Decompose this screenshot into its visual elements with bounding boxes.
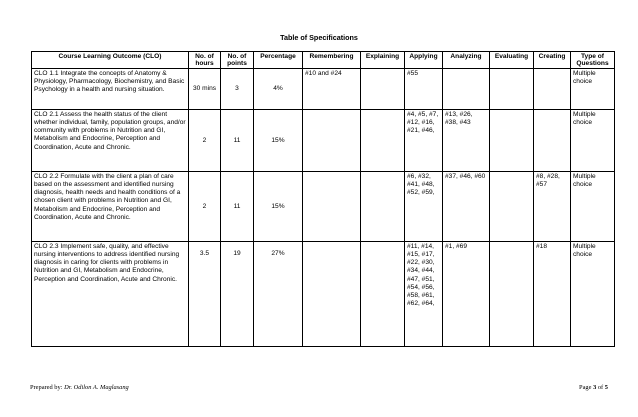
cell-analyzing: #13, #26, #38, #43 [443,110,490,172]
table-title: Table of Specifications [280,33,358,42]
header-type: Type of Questions [571,52,615,69]
cell-points: 11 [221,172,254,242]
cell-hours: 2 [189,172,221,242]
prepared-by [30,384,129,391]
specifications-table [31,51,615,347]
cell-hours: 30 mins [189,69,221,110]
cell-clo: CLO 2.2 Formulate with the client a plan of care based on the assessment and identified nursing diagnosis, health needs and health conditions of a chosen client with problems in Nutrition and GI, Metabolism and Endocrine, Perception and Coordination, Acute and Chronic. [32,172,189,242]
cell-explaining [361,172,405,242]
cell-analyzing [443,69,490,110]
cell-evaluating [490,110,534,172]
preparer-name: Dr. Odilon A. Maglasang [64,384,129,391]
cell-explaining [361,110,405,172]
cell-applying: #11, #14, #15, #17, #22, #30, #34, #44, #47, #51, #54, #56, #58, #61, #62, #64, [405,242,443,347]
cell-remembering [303,110,361,172]
header-clo: Course Learning Outcome (CLO) [32,52,189,69]
cell-creating: #8, #28, #57 [534,172,571,242]
cell-explaining [361,69,405,110]
cell-points: 11 [221,110,254,172]
table-row [32,69,615,110]
cell-type: Multiple choice [571,69,615,110]
cell-percentage: 15% [254,110,303,172]
prepared-label: Prepared by: [30,384,65,391]
page-prefix: Page [579,384,594,391]
header-evaluating: Evaluating [490,52,534,69]
cell-evaluating [490,172,534,242]
cell-type: Multiple choice [571,172,615,242]
cell-percentage: 4% [254,69,303,110]
header-remembering: Remembering [303,52,361,69]
cell-type: Multiple choice [571,110,615,172]
cell-explaining [361,242,405,347]
cell-remembering: #10 and #24 [303,69,361,110]
cell-points: 3 [221,69,254,110]
page-total: 5 [604,384,608,391]
cell-evaluating [490,242,534,347]
header-applying: Applying [405,52,443,69]
cell-applying: #6, #32, #41, #48, #52, #59, [405,172,443,242]
cell-applying: #4, #5, #7, #12, #16, #21, #46, [405,110,443,172]
cell-percentage: 27% [254,242,303,347]
header-explaining: Explaining [361,52,405,69]
cell-creating [534,69,571,110]
page-current: 3 [593,384,597,391]
page-number [579,384,608,391]
cell-remembering [303,172,361,242]
cell-analyzing: #1, #69 [443,242,490,347]
cell-clo: CLO 2.3 Implement safe, quality, and effective nursing interventions to address identified nursing diagnosis in caring for clients with problems in Nutrition and GI, Metabolism and Endocrine, Perception and Coordination, Acute and Chronic. [32,242,189,347]
cell-clo: CLO 2.1 Assess the health status of the client whether individual, family, population groups, and/or community with problems in Nutrition and GI, Metabolism and Endocrine, Perception and Coordination, Acute and Chronic. [32,110,189,172]
header-row [32,52,615,69]
table-row [32,110,615,172]
cell-applying: #55 [405,69,443,110]
cell-hours: 3.5 [189,242,221,347]
cell-points: 19 [221,242,254,347]
header-hours: No. of hours [189,52,221,69]
cell-type: Multiple choice [571,242,615,347]
header-percentage: Percentage [254,52,303,69]
cell-clo: CLO 1.1 Integrate the concepts of Anatomy & Physiology, Pharmacology, Biochemistry, and Basic Psychology in a health and nursing situation. [32,69,189,110]
cell-evaluating [490,69,534,110]
header-analyzing: Analyzing [443,52,490,69]
header-creating: Creating [534,52,571,69]
cell-hours: 2 [189,110,221,172]
header-points: No. of points [221,52,254,69]
page-separator: of [596,384,605,391]
cell-creating [534,110,571,172]
cell-percentage: 15% [254,172,303,242]
table-row [32,172,615,242]
cell-analyzing: #37, #46, #60 [443,172,490,242]
table-row [32,242,615,347]
cell-remembering [303,242,361,347]
cell-creating: #18 [534,242,571,347]
